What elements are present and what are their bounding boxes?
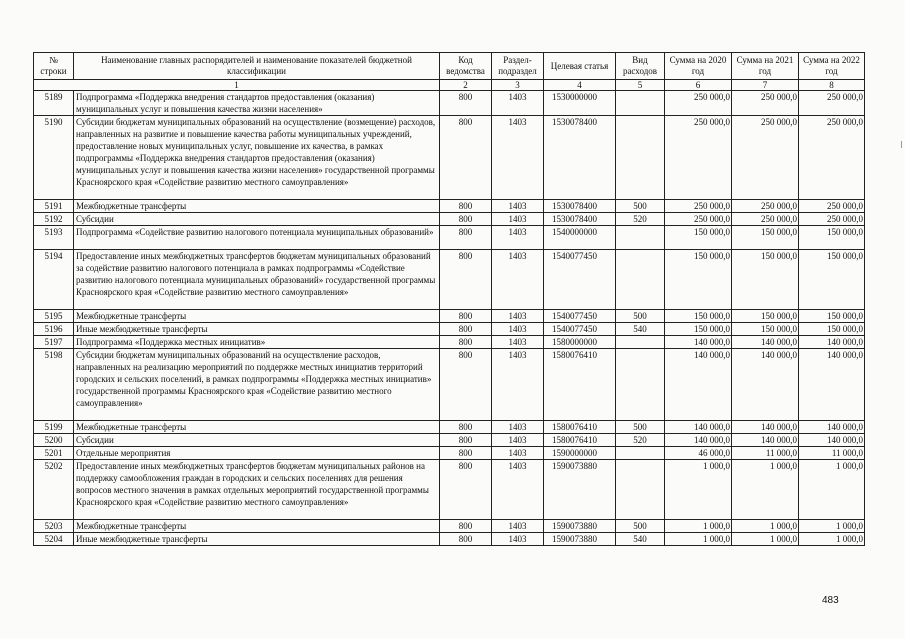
table-row [34, 91, 865, 116]
row-number: 5200 [34, 434, 74, 447]
header-dept-code: Код ведомства [440, 53, 492, 80]
row-dept-code: 800 [440, 336, 492, 349]
row-kind: 500 [616, 310, 665, 323]
row-section: 1403 [492, 434, 544, 447]
row-sum-2022: 140 000,0 [799, 434, 865, 447]
index-cell: 7 [732, 80, 799, 91]
row-kind: 520 [616, 434, 665, 447]
row-sum-2020: 1 000,0 [665, 533, 732, 546]
row-name: Межбюджетные трансферты [74, 200, 440, 213]
row-kind [616, 116, 665, 200]
row-number: 5189 [34, 91, 74, 116]
index-cell: 8 [799, 80, 865, 91]
header-section: Раздел-подраздел [492, 53, 544, 80]
row-target: 1590000000 [544, 447, 616, 460]
row-section: 1403 [492, 336, 544, 349]
row-dept-code: 800 [440, 533, 492, 546]
row-name: Межбюджетные трансферты [74, 310, 440, 323]
row-name: Подпрограмма «Содействие развитию налогового потенциала муниципальных образований» [74, 226, 440, 250]
row-target: 1540077450 [544, 310, 616, 323]
row-number: 5202 [34, 460, 74, 520]
row-dept-code: 800 [440, 250, 492, 310]
row-dept-code: 800 [440, 116, 492, 200]
budget-table [33, 52, 865, 546]
row-section: 1403 [492, 520, 544, 533]
index-row [34, 80, 865, 91]
row-sum-2022: 11 000,0 [799, 447, 865, 460]
header-sum-2022: Сумма на 2022 год [799, 53, 865, 80]
row-sum-2020: 1 000,0 [665, 520, 732, 533]
row-target: 1530000000 [544, 91, 616, 116]
row-number: 5204 [34, 533, 74, 546]
row-number: 5196 [34, 323, 74, 336]
row-dept-code: 800 [440, 226, 492, 250]
row-section: 1403 [492, 91, 544, 116]
row-name: Межбюджетные трансферты [74, 421, 440, 434]
row-sum-2022: 1 000,0 [799, 533, 865, 546]
row-kind [616, 447, 665, 460]
row-sum-2021: 250 000,0 [732, 213, 799, 226]
row-sum-2020: 140 000,0 [665, 434, 732, 447]
row-sum-2022: 150 000,0 [799, 226, 865, 250]
row-target: 1540077450 [544, 323, 616, 336]
row-kind: 500 [616, 520, 665, 533]
row-sum-2021: 250 000,0 [732, 200, 799, 213]
row-sum-2022: 250 000,0 [799, 91, 865, 116]
row-number: 5201 [34, 447, 74, 460]
row-number: 5197 [34, 336, 74, 349]
row-target: 1540077450 [544, 250, 616, 310]
row-number: 5195 [34, 310, 74, 323]
row-sum-2022: 250 000,0 [799, 116, 865, 200]
row-section: 1403 [492, 200, 544, 213]
row-sum-2020: 150 000,0 [665, 226, 732, 250]
row-number: 5191 [34, 200, 74, 213]
row-sum-2021: 140 000,0 [732, 336, 799, 349]
row-sum-2020: 46 000,0 [665, 447, 732, 460]
row-sum-2020: 250 000,0 [665, 116, 732, 200]
row-dept-code: 800 [440, 91, 492, 116]
row-section: 1403 [492, 250, 544, 310]
row-dept-code: 800 [440, 349, 492, 421]
row-sum-2021: 1 000,0 [732, 520, 799, 533]
row-sum-2022: 140 000,0 [799, 421, 865, 434]
row-dept-code: 800 [440, 520, 492, 533]
row-number: 5199 [34, 421, 74, 434]
index-cell: 4 [544, 80, 616, 91]
table-row [34, 533, 865, 546]
row-kind [616, 250, 665, 310]
row-sum-2022: 150 000,0 [799, 323, 865, 336]
row-name: Отдельные мероприятия [74, 447, 440, 460]
table-row [34, 213, 865, 226]
row-number: 5193 [34, 226, 74, 250]
row-name: Субсидии [74, 213, 440, 226]
row-number: 5190 [34, 116, 74, 200]
row-sum-2021: 140 000,0 [732, 421, 799, 434]
row-number: 5192 [34, 213, 74, 226]
row-target: 1530078400 [544, 213, 616, 226]
table-body [34, 91, 865, 546]
row-section: 1403 [492, 226, 544, 250]
scan-mark [901, 141, 902, 148]
row-sum-2021: 140 000,0 [732, 349, 799, 421]
row-kind: 500 [616, 200, 665, 213]
row-target: 1580076410 [544, 421, 616, 434]
table-row [34, 460, 865, 520]
table-row [34, 421, 865, 434]
row-sum-2022: 150 000,0 [799, 310, 865, 323]
row-name: Субсидии бюджетам муниципальных образований на осуществление расходов, направленных на реализацию мероприятий по поддержке местных инициатив территорий городских и сельских поселений, в рамках подпрограммы «Поддержка местных инициатив» государственной программы Красноярского края «Содействие развитию местного самоуправления» [74, 349, 440, 421]
row-sum-2020: 150 000,0 [665, 250, 732, 310]
header-target: Целевая статья [544, 53, 616, 80]
row-sum-2021: 150 000,0 [732, 323, 799, 336]
row-kind [616, 460, 665, 520]
row-name: Иные межбюджетные трансферты [74, 323, 440, 336]
row-name: Иные межбюджетные трансферты [74, 533, 440, 546]
row-sum-2020: 140 000,0 [665, 349, 732, 421]
row-number: 5194 [34, 250, 74, 310]
index-cell: 3 [492, 80, 544, 91]
row-kind: 520 [616, 213, 665, 226]
row-dept-code: 800 [440, 323, 492, 336]
header-name: Наименование главных распорядителей и наименование показателей бюджетной классификации [74, 53, 440, 80]
row-dept-code: 800 [440, 310, 492, 323]
row-target: 1590073880 [544, 533, 616, 546]
row-section: 1403 [492, 533, 544, 546]
table-row [34, 336, 865, 349]
page-number: 483 [822, 595, 839, 606]
row-dept-code: 800 [440, 421, 492, 434]
row-target: 1580076410 [544, 349, 616, 421]
row-target: 1530078400 [544, 200, 616, 213]
header-kind: Вид расходов [616, 53, 665, 80]
table-header-row [34, 53, 865, 80]
table-row [34, 310, 865, 323]
row-section: 1403 [492, 421, 544, 434]
table-row [34, 250, 865, 310]
row-target: 1580076410 [544, 434, 616, 447]
row-sum-2022: 140 000,0 [799, 349, 865, 421]
header-sum-2021: Сумма на 2021 год [732, 53, 799, 80]
row-name: Подпрограмма «Поддержка местных инициатив» [74, 336, 440, 349]
table-row [34, 200, 865, 213]
row-sum-2020: 250 000,0 [665, 200, 732, 213]
row-sum-2022: 250 000,0 [799, 200, 865, 213]
row-kind [616, 349, 665, 421]
row-section: 1403 [492, 349, 544, 421]
header-row-no: № строки [34, 53, 74, 80]
row-target: 1590073880 [544, 520, 616, 533]
row-dept-code: 800 [440, 460, 492, 520]
row-target: 1540000000 [544, 226, 616, 250]
row-number: 5198 [34, 349, 74, 421]
index-cell: 2 [440, 80, 492, 91]
row-sum-2022: 150 000,0 [799, 250, 865, 310]
row-dept-code: 800 [440, 447, 492, 460]
row-sum-2021: 150 000,0 [732, 250, 799, 310]
row-section: 1403 [492, 447, 544, 460]
row-name: Субсидии бюджетам муниципальных образований на осуществление (возмещение) расходов, направленных на развитие и повышение качества работы муниципальных учреждений, предоставление новых муниципальных услуг, повышение их качества, в рамках подпрограммы «Поддержка внедрения стандартов предоставления (оказания) муниципальных услуг и повышения качества жизни населения» государственной программы Красноярского края «Содействие развитию местного самоуправления» [74, 116, 440, 200]
row-target: 1580000000 [544, 336, 616, 349]
index-cell: 6 [665, 80, 732, 91]
row-name: Предоставление иных межбюджетных трансфертов бюджетам муниципальных образований за содействие развитию налогового потенциала в рамках подпрограммы «Содействие развитию налогового потенциала муниципальных образований» государственной программы Красноярского края «Содействие развитию местного самоуправления» [74, 250, 440, 310]
table-row [34, 323, 865, 336]
row-sum-2020: 150 000,0 [665, 310, 732, 323]
row-dept-code: 800 [440, 213, 492, 226]
index-cell: 1 [34, 80, 440, 91]
row-dept-code: 800 [440, 200, 492, 213]
index-cell: 5 [616, 80, 665, 91]
row-name: Субсидии [74, 434, 440, 447]
row-kind [616, 336, 665, 349]
header-sum-2020: Сумма на 2020 год [665, 53, 732, 80]
row-sum-2021: 11 000,0 [732, 447, 799, 460]
row-kind: 540 [616, 533, 665, 546]
row-kind [616, 226, 665, 250]
row-sum-2021: 150 000,0 [732, 310, 799, 323]
row-sum-2021: 1 000,0 [732, 533, 799, 546]
row-section: 1403 [492, 460, 544, 520]
row-sum-2022: 140 000,0 [799, 336, 865, 349]
row-sum-2021: 250 000,0 [732, 91, 799, 116]
row-section: 1403 [492, 310, 544, 323]
row-target: 1590073880 [544, 460, 616, 520]
table-row [34, 116, 865, 200]
row-target: 1530078400 [544, 116, 616, 200]
row-sum-2020: 150 000,0 [665, 323, 732, 336]
row-name: Межбюджетные трансферты [74, 520, 440, 533]
row-kind: 500 [616, 421, 665, 434]
row-sum-2021: 140 000,0 [732, 434, 799, 447]
row-name: Предоставление иных межбюджетных трансфертов бюджетам муниципальных районов на поддержку самообложения граждан в городских и сельских поселениях для решения вопросов местного значения в рамках отдельных мероприятий государственной программы Красноярского края «Содействие развитию местного самоуправления» [74, 460, 440, 520]
table-row [34, 447, 865, 460]
row-kind: 540 [616, 323, 665, 336]
row-sum-2020: 140 000,0 [665, 336, 732, 349]
row-sum-2020: 1 000,0 [665, 460, 732, 520]
table-row [34, 349, 865, 421]
row-sum-2021: 1 000,0 [732, 460, 799, 520]
row-sum-2020: 140 000,0 [665, 421, 732, 434]
table-row [34, 520, 865, 533]
row-sum-2022: 1 000,0 [799, 520, 865, 533]
row-sum-2020: 250 000,0 [665, 213, 732, 226]
table-row [34, 434, 865, 447]
table-row [34, 226, 865, 250]
row-section: 1403 [492, 213, 544, 226]
row-section: 1403 [492, 323, 544, 336]
row-sum-2020: 250 000,0 [665, 91, 732, 116]
row-kind [616, 91, 665, 116]
row-name: Подпрограмма «Поддержка внедрения стандартов предоставления (оказания) муниципальных услуг и повышения качества жизни населения» [74, 91, 440, 116]
row-sum-2022: 1 000,0 [799, 460, 865, 520]
row-number: 5203 [34, 520, 74, 533]
row-dept-code: 800 [440, 434, 492, 447]
row-sum-2022: 250 000,0 [799, 213, 865, 226]
row-sum-2021: 150 000,0 [732, 226, 799, 250]
row-sum-2021: 250 000,0 [732, 116, 799, 200]
row-section: 1403 [492, 116, 544, 200]
